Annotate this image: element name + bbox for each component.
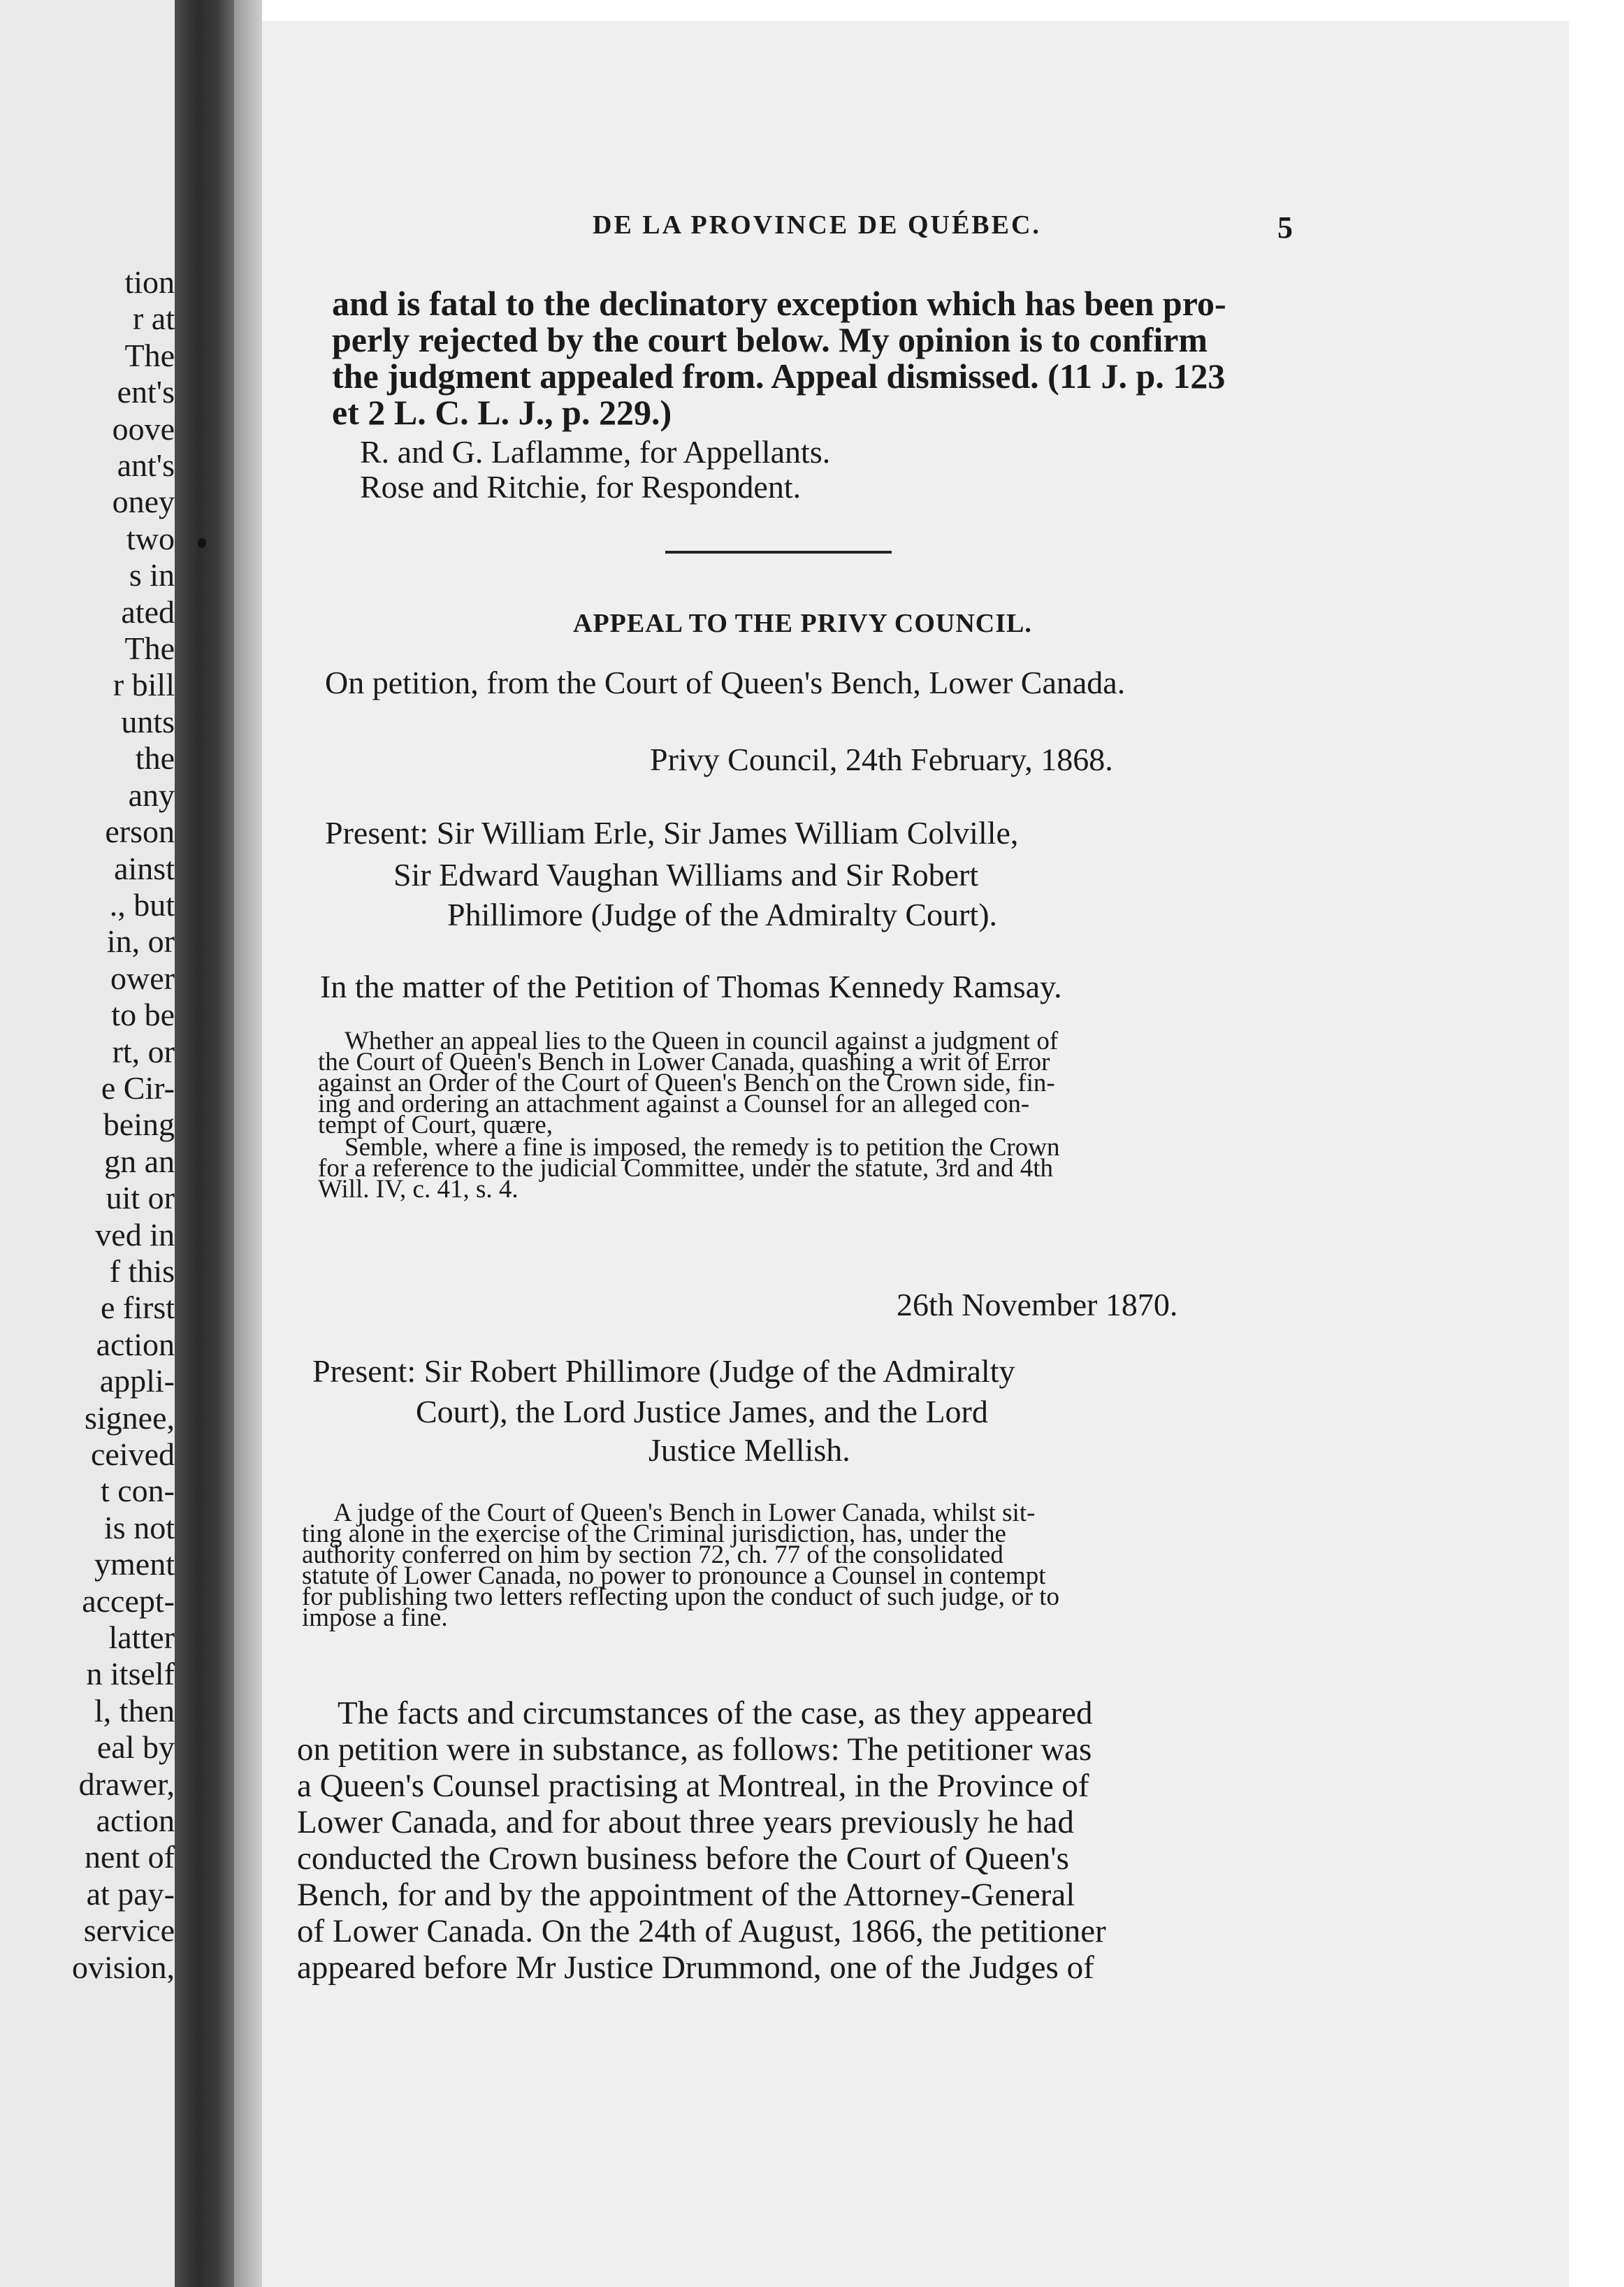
facing-page-fragment: e Cir-	[101, 1069, 175, 1106]
facing-page-fragment: ., but	[109, 886, 175, 923]
body-line: Bench, for and by the appointment of the Attorney-General	[297, 1877, 1075, 1913]
body-line: of Lower Canada. On the 24th of August, 1866, the petitioner	[297, 1913, 1106, 1949]
page-number: 5	[1277, 210, 1293, 245]
headnote-line: against an Order of the Court of Queen's Bench on the Crown side, fin-	[318, 1069, 1055, 1097]
facing-page-fragment: action	[96, 1803, 175, 1839]
facing-page-fragment: is not	[104, 1509, 175, 1545]
body-paragraph	[297, 1695, 1106, 1986]
headnote-line: Will. IV, c. 41, s. 4.	[318, 1175, 519, 1204]
opening-line: the judgment appealed from. Appeal dismissed. (11 J. p. 123	[332, 356, 1226, 396]
present-line: Justice Mellish.	[648, 1432, 850, 1468]
headnote	[318, 1027, 1060, 1204]
facing-page-fragment: ower	[110, 960, 175, 996]
facing-page-fragment: eal by	[96, 1729, 175, 1766]
headnote-line: the Court of Queen's Bench in Lower Canada, quashing a writ of Error	[318, 1048, 1050, 1076]
respondent-counsel: Rose and Ritchie, for Respondent.	[360, 469, 802, 505]
facing-page-fragment: in, or	[106, 923, 175, 960]
headnote-line: authority conferred on him by section 72, ch. 77 of the consolidated	[302, 1541, 1003, 1569]
case-title: APPEAL TO THE PRIVY COUNCIL.	[573, 609, 1032, 638]
facing-page-fragment: ant's	[117, 447, 175, 484]
facing-page-fragment: e first	[100, 1290, 175, 1326]
present-line: Sir Edward Vaughan Williams and Sir Robert	[393, 857, 979, 893]
facing-page-fragment: appli-	[99, 1363, 175, 1399]
ink-spot	[198, 538, 206, 548]
facing-page-fragment: service	[83, 1912, 175, 1949]
facing-page-fragment: oove	[112, 410, 175, 447]
body-line: Lower Canada, and for about three years previously he had	[297, 1804, 1074, 1840]
facing-page-fragment: ated	[121, 593, 175, 630]
headnote-line: impose a fine.	[302, 1603, 448, 1632]
date-line: 26th November 1870.	[897, 1287, 1178, 1322]
headnote-line: A judge of the Court of Queen's Bench in Lower Canada, whilst sit-	[333, 1499, 1036, 1527]
facing-page-fragment: t con-	[100, 1473, 175, 1509]
headnote	[302, 1499, 1060, 1632]
present-line: Present: Sir Robert Phillimore (Judge of the Admiralty	[312, 1353, 1015, 1389]
facing-page-fragment: drawer,	[78, 1766, 175, 1802]
headnote-line: Semble, where a fine is imposed, the remedy is to petition the Crown	[345, 1133, 1060, 1162]
body-line: conducted the Crown business before the Court of Queen's	[297, 1840, 1069, 1877]
present-line: Court), the Lord Justice James, and the Lord	[416, 1394, 988, 1429]
facing-page-fragment: accept-	[82, 1582, 175, 1619]
appellants-counsel: R. and G. Laflamme, for Appellants.	[360, 434, 831, 470]
facing-page-fragment: being	[103, 1106, 175, 1143]
headnote-line: for a reference to the judicial Committee, under the statute, 3rd and 4th	[318, 1154, 1054, 1183]
facing-page-fragment: action	[96, 1326, 175, 1362]
book-gutter	[175, 0, 234, 2287]
facing-page-fragment: two	[126, 520, 175, 556]
facing-page-fragment: the	[135, 740, 175, 777]
facing-page-fragment: The	[124, 630, 175, 667]
facing-page-fragment: n itself	[86, 1656, 175, 1692]
headnote-line: for publishing two letters reflecting upon the conduct of such judge, or to	[302, 1582, 1060, 1611]
facing-page-fragment: signee,	[84, 1399, 175, 1436]
facing-page-fragment: at pay-	[86, 1875, 175, 1912]
present-line: Present: Sir William Erle, Sir James William Colville,	[325, 815, 1019, 851]
opening-line: perly rejected by the court below. My opinion is to confirm	[332, 320, 1208, 359]
opening-line: et 2 L. C. L. J., p. 229.)	[332, 393, 672, 432]
facing-page-fragment: latter	[108, 1619, 175, 1656]
headnote-line: statute of Lower Canada, no power to pronounce a Counsel in contempt	[302, 1561, 1046, 1590]
body-line: on petition were in substance, as follows: The petitioner was	[297, 1731, 1092, 1768]
body-line: The facts and circumstances of the case, as they appeared	[338, 1695, 1093, 1731]
facing-page-fragment: nent of	[84, 1839, 175, 1875]
facing-page-fragment: ovision,	[72, 1949, 175, 1985]
facing-page-fragment: r bill	[113, 667, 175, 703]
petition-line: On petition, from the Court of Queen's Bench, Lower Canada.	[325, 665, 1126, 700]
facing-page-fragment: l, then	[94, 1692, 175, 1729]
date-line: Privy Council, 24th February, 1868.	[650, 742, 1113, 777]
facing-page-fragment: ent's	[117, 374, 175, 410]
facing-page-fragment: r at	[132, 301, 175, 337]
facing-page-fragment: uit or	[106, 1180, 175, 1216]
facing-page	[0, 0, 175, 2287]
page-edge	[1569, 0, 1624, 2287]
facing-page-fragment: yment	[94, 1546, 175, 1582]
opening-line: and is fatal to the declinatory exception which has been pro-	[332, 284, 1226, 323]
facing-page-fragment: s in	[129, 557, 175, 593]
facing-page-fragment: oney	[112, 484, 175, 520]
facing-page-fragment: tion	[124, 264, 175, 300]
headnote-line: ting alone in the exercise of the Criminal jurisdiction, has, under the	[302, 1520, 1006, 1548]
facing-page-fragment: erson	[105, 814, 175, 850]
running-header: DE LA PROVINCE DE QUÉBEC.	[593, 210, 1041, 240]
facing-page-fragment: rt, or	[112, 1033, 175, 1069]
headnote-line: ing and ordering an attachment against a Counsel for an alleged con-	[318, 1090, 1030, 1118]
opening-paragraph	[332, 285, 1226, 431]
facing-page-fragment: ceived	[90, 1436, 175, 1472]
facing-page-fragment: f this	[109, 1253, 175, 1289]
facing-page-fragment: any	[128, 777, 175, 813]
facing-page-fragment: ainst	[114, 850, 175, 886]
facing-page-fragment: The	[124, 337, 175, 373]
body-line: a Queen's Counsel practising at Montreal, in the Province of	[297, 1768, 1089, 1804]
facing-page-fragment: to be	[111, 997, 175, 1033]
facing-page-fragment: ved in	[95, 1216, 175, 1253]
facing-page-text	[0, 264, 175, 1986]
gutter-shadow	[234, 0, 262, 2287]
section-divider	[665, 551, 892, 554]
body-line: appeared before Mr Justice Drummond, one of the Judges of	[297, 1949, 1094, 1986]
headnote-line: tempt of Court, quære,	[318, 1111, 553, 1139]
present-line: Phillimore (Judge of the Admiralty Court).	[447, 897, 998, 932]
matter-line: In the matter of the Petition of Thomas Kennedy Ramsay.	[320, 969, 1062, 1004]
facing-page-fragment: gn an	[104, 1143, 175, 1179]
headnote-line: Whether an appeal lies to the Queen in council against a judgment of	[345, 1027, 1059, 1055]
facing-page-fragment: unts	[121, 703, 175, 740]
